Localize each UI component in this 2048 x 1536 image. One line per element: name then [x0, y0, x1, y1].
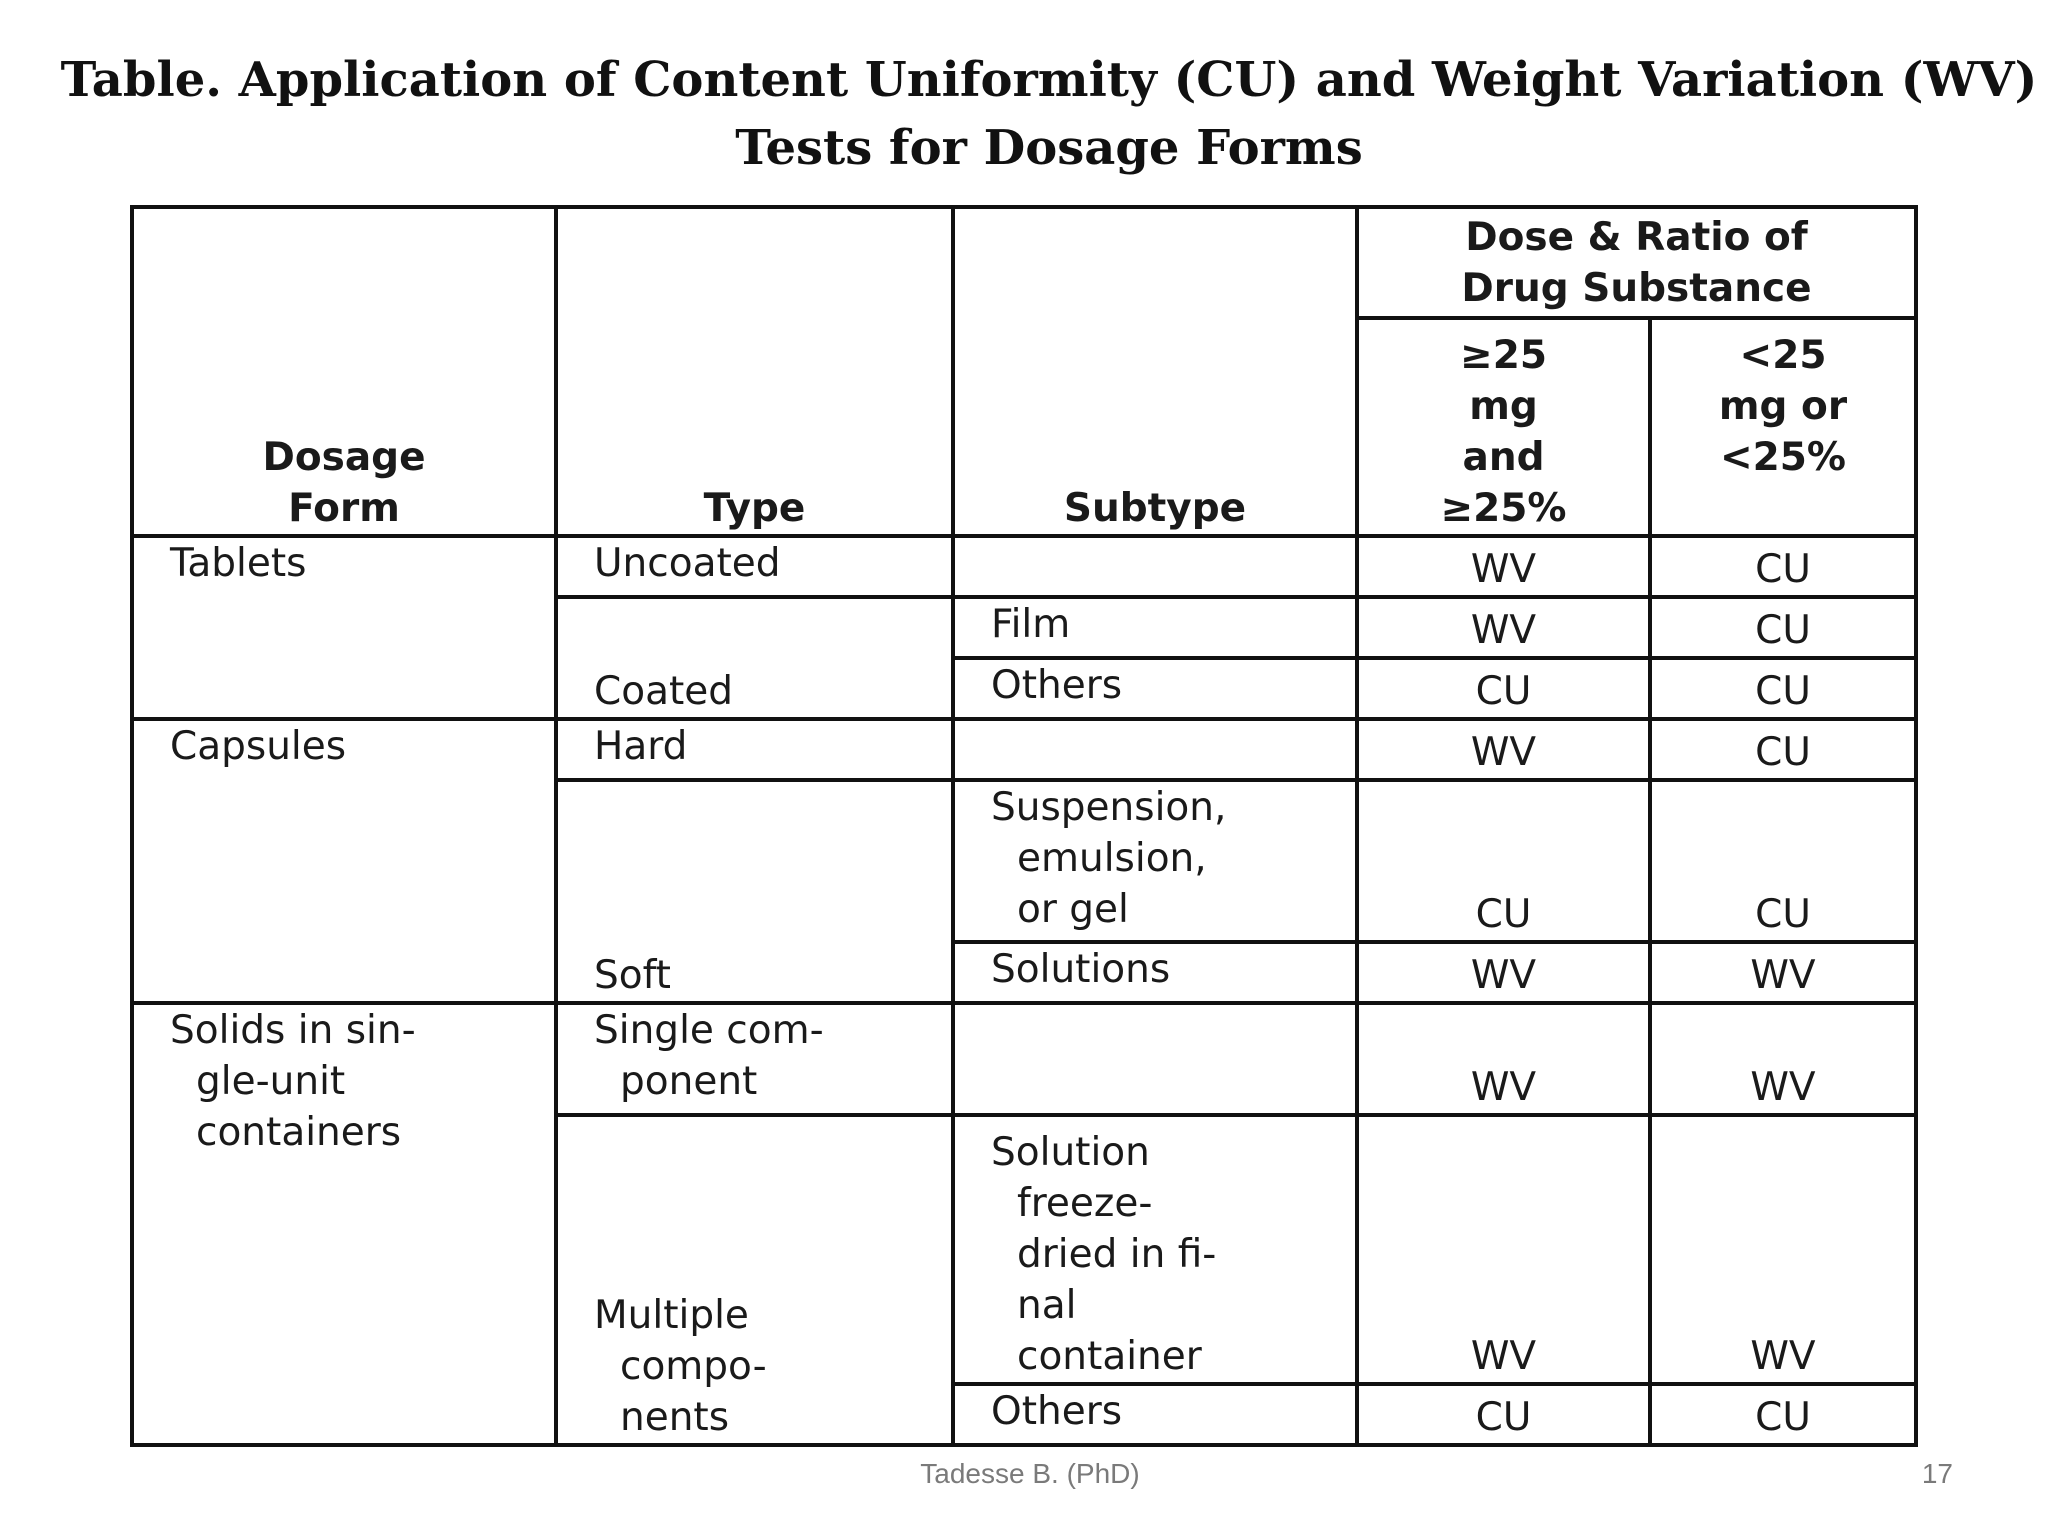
cell-subtype: Film — [953, 597, 1357, 658]
table-row — [132, 719, 1916, 780]
cell-subtype — [953, 1003, 1357, 1115]
cell-ge25: CU — [1357, 1384, 1650, 1445]
dosage-table — [130, 205, 1918, 1447]
form-line: gle-unit — [196, 1059, 346, 1104]
header-subtype: Subtype — [953, 207, 1357, 536]
cell-subtype: Others — [953, 658, 1357, 719]
header-dose-group-line: Drug Substance — [1461, 265, 1812, 311]
header-ge25-line: ≥25% — [1440, 486, 1567, 531]
cell-lt25: CU — [1650, 719, 1916, 780]
cell-lt25: WV — [1650, 1003, 1916, 1115]
cell-form-capsules: Capsules — [132, 719, 556, 1003]
cell-subtype — [953, 536, 1357, 597]
cell-type: Hard — [556, 719, 953, 780]
type-line: compo- — [620, 1344, 767, 1389]
cell-subtype-suspension — [953, 780, 1357, 942]
subtype-line: Suspension, — [991, 785, 1227, 830]
type-line: Multiple — [594, 1293, 749, 1338]
footer-author: Tadesse B. (PhD) — [920, 1458, 1140, 1489]
header-lt25-line: <25% — [1719, 435, 1847, 480]
table-row — [132, 536, 1916, 597]
cell-type: Uncoated — [556, 536, 953, 597]
header-ge25-line: and — [1462, 435, 1545, 480]
header-dosage-form — [132, 207, 556, 536]
header-type: Type — [556, 207, 953, 536]
subtype-line: emulsion, — [1017, 836, 1207, 881]
subtype-line: freeze- — [1017, 1181, 1153, 1226]
cell-form-solids — [132, 1003, 556, 1445]
cell-lt25: CU — [1650, 597, 1916, 658]
cell-subtype-freeze-dried — [953, 1115, 1357, 1384]
cell-lt25: CU — [1650, 658, 1916, 719]
slide-title — [0, 46, 2048, 182]
header-dosage-form-line: Form — [288, 486, 400, 531]
cell-type-multiple — [556, 1115, 953, 1445]
header-lt25-line: <25 — [1739, 333, 1827, 378]
type-line: Single com- — [594, 1008, 824, 1053]
cell-type-soft: Soft — [556, 780, 953, 1003]
form-line: containers — [196, 1110, 402, 1155]
cell-lt25: WV — [1650, 942, 1916, 1003]
cell-lt25: WV — [1650, 1115, 1916, 1384]
cell-ge25: WV — [1357, 719, 1650, 780]
header-ge25 — [1357, 318, 1650, 536]
header-lt25-line: mg or — [1718, 384, 1848, 429]
cell-subtype: Others — [953, 1384, 1357, 1445]
type-line: ponent — [620, 1059, 758, 1104]
cell-type-coated: Coated — [556, 597, 953, 719]
header-ge25-line: mg — [1469, 384, 1538, 429]
subtype-line: dried in fi- — [1017, 1232, 1217, 1277]
cell-ge25: WV — [1357, 597, 1650, 658]
subtype-line: Solution — [991, 1130, 1150, 1175]
title-line-2: Tests for Dosage Forms — [735, 120, 1363, 176]
form-line: Solids in sin- — [170, 1008, 416, 1053]
header-dosage-form-line: Dosage — [262, 435, 426, 480]
cell-ge25: CU — [1357, 658, 1650, 719]
header-row-1 — [132, 207, 1916, 318]
cell-type-single — [556, 1003, 953, 1115]
cell-ge25: WV — [1357, 536, 1650, 597]
cell-ge25: CU — [1357, 780, 1650, 942]
cell-form-tablets: Tablets — [132, 536, 556, 719]
cell-ge25: WV — [1357, 942, 1650, 1003]
title-line-1: Table. Application of Content Uniformity (CU) and Weight Variation (WV) — [60, 52, 2038, 108]
header-lt25 — [1650, 318, 1916, 536]
table-row — [132, 1003, 1916, 1115]
slide-page-number: 17 — [1921, 1458, 1953, 1489]
cell-lt25: CU — [1650, 1384, 1916, 1445]
header-dose-group-line: Dose & Ratio of — [1465, 214, 1808, 260]
table-container — [130, 205, 1918, 1447]
header-dose-group — [1357, 207, 1916, 318]
subtype-line: nal — [1017, 1283, 1077, 1328]
header-ge25-line: ≥25 — [1460, 333, 1547, 378]
cell-lt25: CU — [1650, 780, 1916, 942]
subtype-line: or gel — [1017, 887, 1129, 932]
cell-subtype: Solutions — [953, 942, 1357, 1003]
cell-subtype — [953, 719, 1357, 780]
type-line: nents — [620, 1395, 730, 1440]
cell-ge25: WV — [1357, 1115, 1650, 1384]
subtype-line: container — [1017, 1334, 1202, 1379]
cell-lt25: CU — [1650, 536, 1916, 597]
cell-ge25: WV — [1357, 1003, 1650, 1115]
